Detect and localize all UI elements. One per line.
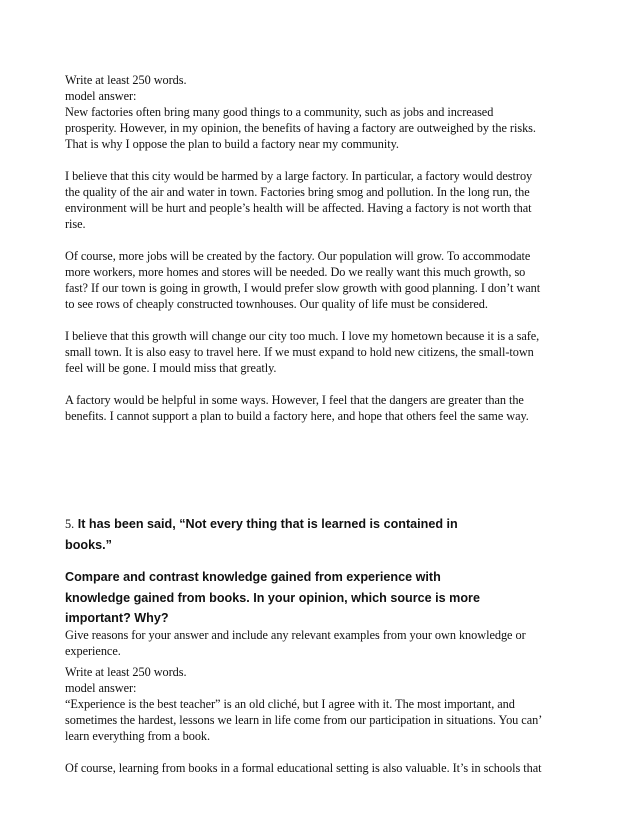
question-prompt-line-1: It has been said, “Not every thing that is learned is contained in [77, 517, 458, 531]
paragraph-1-line: sometimes the hardest, lessons we learn in life come from our participation in situations. You can’ [65, 713, 543, 727]
question-number: 5. [65, 517, 75, 531]
paragraph-2-line: the quality of the air and water in town. Factories bring smog and pollution. In the long run, the [65, 185, 530, 199]
compare-line: knowledge gained from books. In your opinion, which source is more [65, 591, 480, 605]
instruction-text: Write at least 250 words. [65, 73, 187, 87]
compare-line: Compare and contrast knowledge gained from experience with [65, 570, 441, 584]
reasons-line: experience. [65, 644, 121, 658]
essay-section-2 [65, 664, 585, 776]
paragraph-4-line: small town. It is also easy to travel here. If we must expand to hold new citizens, the small-town [65, 345, 534, 359]
paragraph-3-line: to see rows of cheaply constructed townhouses. Our quality of life must be considered. [65, 297, 488, 311]
paragraph-2-line: rise. [65, 217, 86, 231]
paragraph-1-line: prosperity. However, in my opinion, the benefits of having a factory are outweighed by the risks. [65, 121, 536, 135]
paragraph-4-line: feel will be gone. I mould miss that greatly. [65, 361, 277, 375]
paragraph-3-line: more workers, more homes and stores will be needed. Do we really want this much growth, so [65, 265, 526, 279]
paragraph-5-line: A factory would be helpful in some ways. However, I feel that the dangers are greater than the [65, 393, 524, 407]
paragraph-1-line: learn everything from a book. [65, 729, 211, 743]
paragraph-3-line: Of course, more jobs will be created by the factory. Our population will grow. To accommodate [65, 249, 531, 263]
reasons-line: Give reasons for your answer and include any relevant examples from your own knowledge or [65, 628, 526, 642]
essay-section-1 [65, 72, 585, 424]
paragraph-5-line: benefits. I cannot support a plan to build a factory here, and hope that others feel the same way. [65, 409, 529, 423]
paragraph-2-line: environment will be hurt and people’s health will be affected. Having a factory is not worth that [65, 201, 532, 215]
question-prompt [65, 514, 585, 535]
compare-line: important? Why? [65, 611, 169, 625]
paragraph-1-line: That is why I oppose the plan to build a factory near my community. [65, 137, 399, 151]
model-answer-label: model answer: [65, 89, 137, 103]
paragraph-2-line: I believe that this city would be harmed by a large factory. In particular, a factory would destroy [65, 169, 533, 183]
paragraph-1-line: “Experience is the best teacher” is an old cliché, but I agree with it. The most important, and [65, 697, 515, 711]
paragraph-3-line: fast? If our town is going in growth, I would prefer slow growth with good planning. I don’t want [65, 281, 541, 295]
model-answer-label: model answer: [65, 681, 137, 695]
question-5 [65, 514, 585, 659]
paragraph-2-line: Of course, learning from books in a formal educational setting is also valuable. It’s in schools that [65, 761, 542, 775]
paragraph-1-line: New factories often bring many good things to a community, such as jobs and increased [65, 105, 494, 119]
question-prompt-line-2: books.” [65, 538, 112, 552]
instruction-text: Write at least 250 words. [65, 665, 187, 679]
paragraph-4-line: I believe that this growth will change our city too much. I love my hometown because it is a safe, [65, 329, 540, 343]
